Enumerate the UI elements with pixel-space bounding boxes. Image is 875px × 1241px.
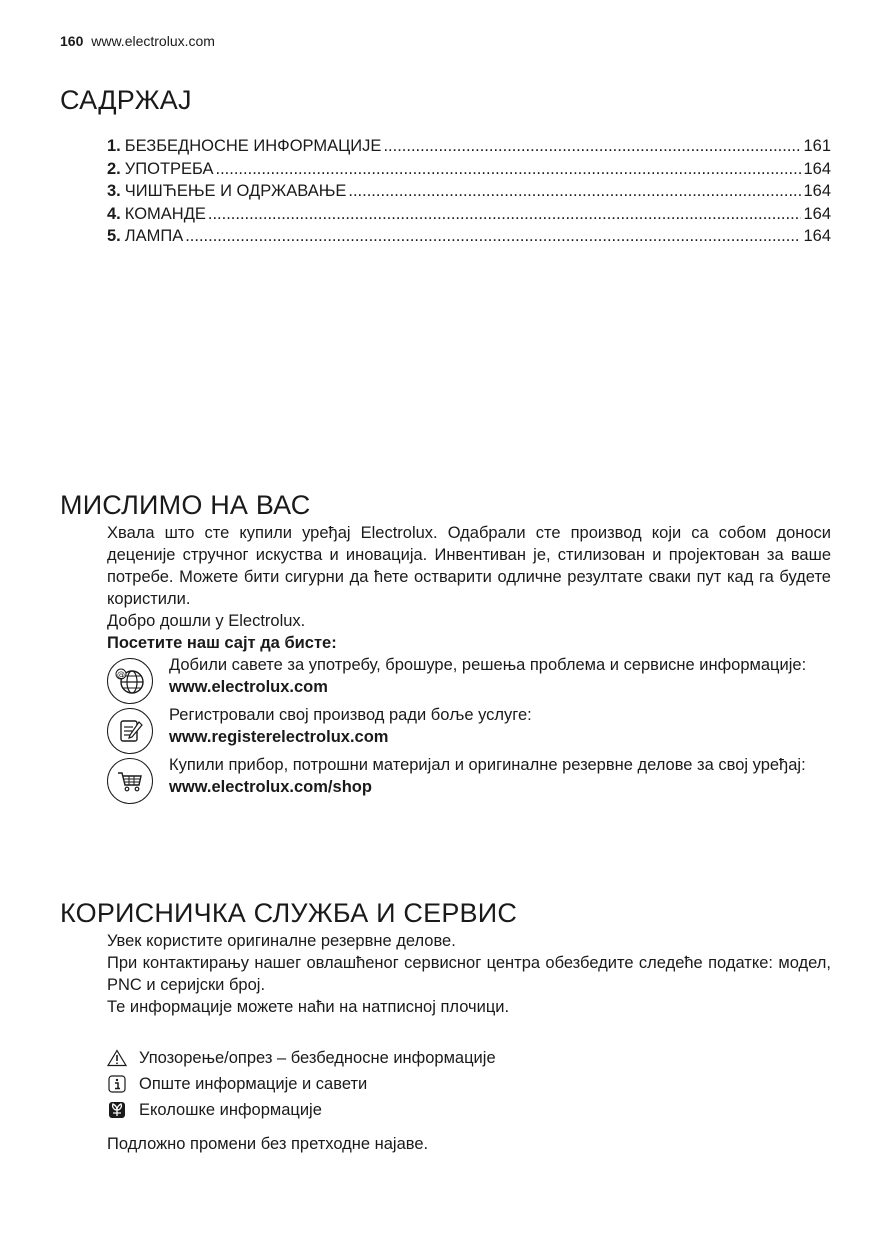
legend-label: Упозорење/опрез – безбедносне информације <box>139 1048 496 1067</box>
toc-leader <box>383 137 801 156</box>
toc-item-label: БЕЗБЕДНОСНЕ ИНФОРМАЦИЈЕ <box>124 137 382 155</box>
toc-item-number: 5. <box>107 227 121 245</box>
visit-item-link[interactable]: www.electrolux.com/shop <box>169 778 372 796</box>
visit-item-link[interactable]: www.electrolux.com <box>169 678 328 696</box>
visit-item <box>107 704 831 754</box>
thinking-of-you-body <box>107 522 831 804</box>
table-of-contents <box>107 137 831 250</box>
toc-item-page: 164 <box>803 204 831 223</box>
toc-title: САДРЖАЈ <box>60 85 192 115</box>
visit-heading: Посетите наш сајт да бисте: <box>107 634 337 652</box>
register-icon <box>107 708 153 754</box>
toc-item-number: 4. <box>107 204 121 223</box>
toc-item[interactable] <box>107 182 831 205</box>
svg-text:@: @ <box>117 670 125 679</box>
legend-item <box>107 1045 496 1071</box>
toc-item-label: ЛАМПА <box>124 227 184 245</box>
legend-item <box>107 1071 496 1097</box>
toc-item-number: 1. <box>107 137 121 155</box>
toc-leader <box>208 205 802 224</box>
visit-item-text: Добили савете за употребу, брошуре, решења проблема и сервисне информације: <box>169 656 807 674</box>
visit-item-link[interactable]: www.registerelectrolux.com <box>169 728 389 746</box>
legend-label: Еколошке информације <box>139 1100 322 1119</box>
toc-item-page: 164 <box>803 227 831 245</box>
toc-item-page: 164 <box>803 182 831 200</box>
section-title-customer-care: КОРИСНИЧКА СЛУЖБА И СЕРВИС <box>60 898 518 928</box>
legend-label: Опште информације и савети <box>139 1074 368 1093</box>
toc-item[interactable] <box>107 137 831 160</box>
page-header <box>60 33 215 49</box>
toc-item-page: 164 <box>803 159 831 178</box>
site-url[interactable]: www.electrolux.com <box>91 33 215 49</box>
page-number: 160 <box>60 33 84 49</box>
visit-item <box>107 754 831 804</box>
warning-icon <box>107 1048 127 1068</box>
eco-icon <box>107 1100 127 1120</box>
toc-item[interactable] <box>107 160 831 183</box>
visit-item-text: Купили прибор, потрошни материјал и оригиналне резервне делове за свој уређај: <box>169 756 806 774</box>
toc-item-label: КОМАНДЕ <box>124 204 206 223</box>
toc-item-page: 161 <box>803 137 831 155</box>
cart-icon <box>107 758 153 804</box>
info-icon <box>107 1074 127 1094</box>
toc-item[interactable] <box>107 227 831 250</box>
support-line-rating-plate: Те информације можете наћи на натписној плочици. <box>107 998 510 1016</box>
toc-leader <box>185 227 801 246</box>
support-line-contact: При контактирању нашег овлашћеног сервисног центра обезбедите следеће податке: модел, PNC и серијски број. <box>107 954 831 994</box>
toc-leader <box>348 182 801 201</box>
visit-item <box>107 654 831 704</box>
intro-paragraph: Хвала што сте купили уређај Electrolux. Одабрали сте производ који са собом доноси деценије стручног искуства и иновација. Инвентиван је, стилизован и пројектован за ваше потребе. Можете бити сигурни да ћете остварити одличне резултате сваки пут кад га будете користили. <box>107 524 831 608</box>
toc-leader <box>216 160 802 179</box>
symbol-legend <box>107 1045 496 1123</box>
toc-item[interactable] <box>107 205 831 228</box>
customer-care-body <box>107 930 831 1018</box>
support-line-parts: Увек користите оригиналне резервне делове. <box>107 932 456 950</box>
toc-item-number: 2. <box>107 159 121 178</box>
section-title-thinking-of-you: МИСЛИМО НА ВАС <box>60 490 311 520</box>
toc-item-number: 3. <box>107 182 121 200</box>
welcome-text: Добро дошли у Electrolux. <box>107 612 306 630</box>
toc-item-label: УПОТРЕБА <box>124 159 214 178</box>
toc-item-label: ЧИШЋЕЊЕ И ОДРЖАВАЊЕ <box>124 182 347 200</box>
globe-icon <box>107 658 153 704</box>
visit-item-text: Регистровали свој производ ради боље услуге: <box>169 706 532 724</box>
change-notice: Подложно промени без претходне најаве. <box>107 1135 429 1153</box>
legend-item <box>107 1097 496 1123</box>
